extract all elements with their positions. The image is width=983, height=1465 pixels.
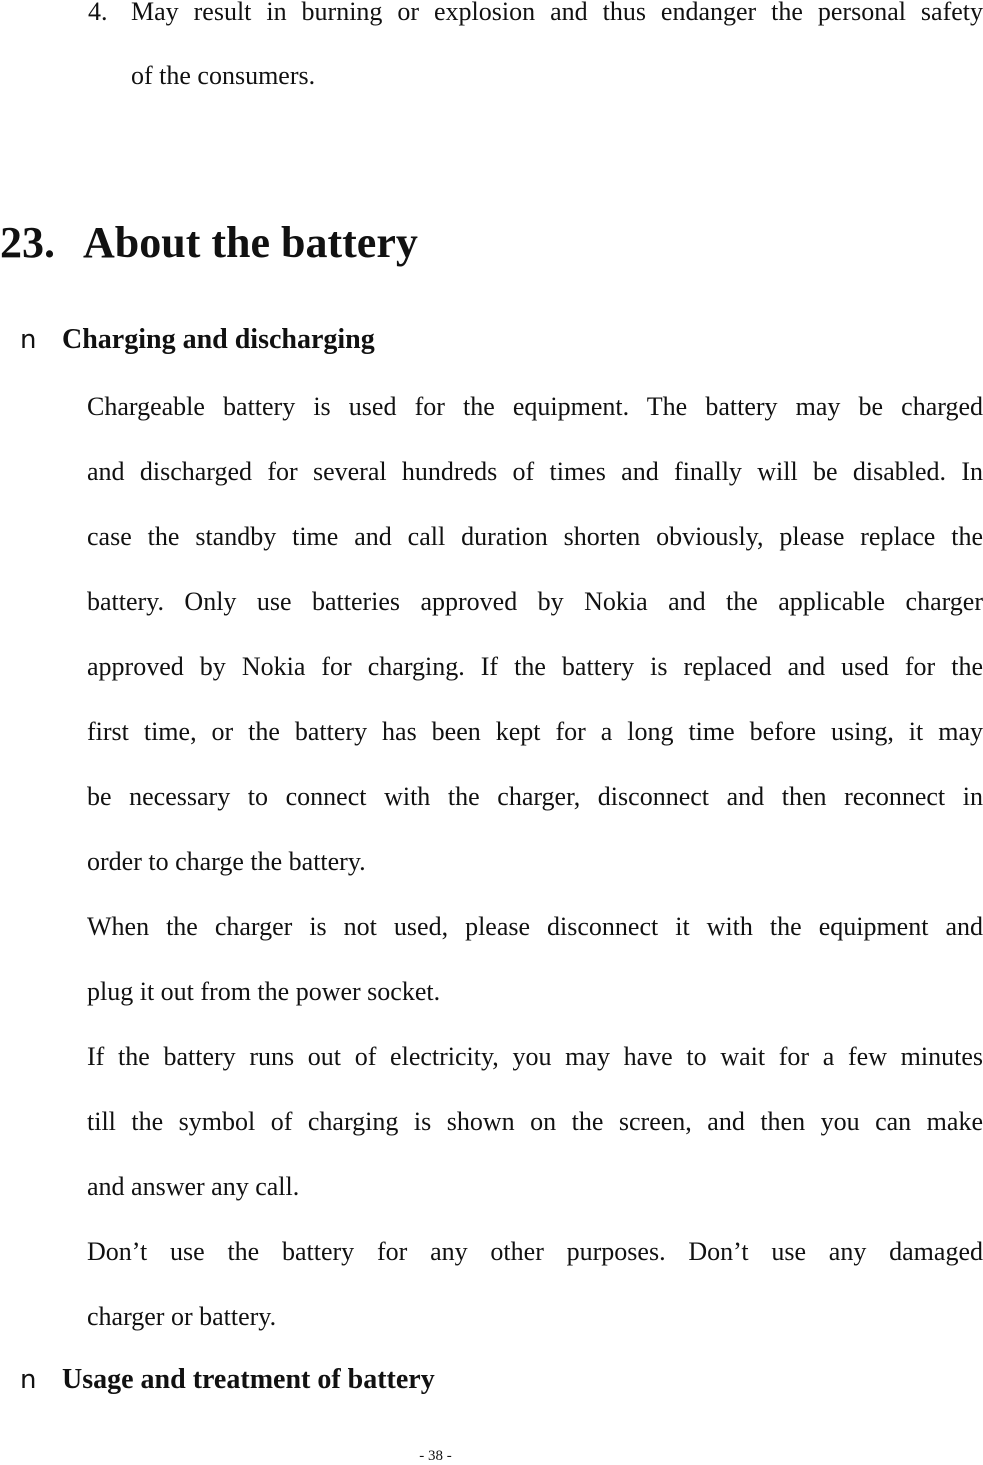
section-number: 23. [0, 218, 55, 267]
list-item-number: 4. [88, 0, 108, 26]
subsection-title: Usage and treatment of battery [62, 1364, 435, 1395]
paragraph-line: Chargeable battery is used for the equipment. The battery may be charged [87, 392, 983, 421]
paragraph-line: If the battery runs out of electricity, you may have to wait for a few minutes [87, 1042, 983, 1071]
paragraph-line: order to charge the battery. [87, 847, 366, 876]
page-number: - 38 - [419, 1448, 452, 1464]
paragraph-line: battery. Only use batteries approved by Nokia and the applicable charger [87, 587, 983, 616]
paragraph-line: Don’t use the battery for any other purposes. Don’t use any damaged [87, 1237, 983, 1266]
section-title: About the battery [83, 218, 418, 267]
paragraph-line: plug it out from the power socket. [87, 977, 441, 1006]
paragraph-line: and answer any call. [87, 1172, 300, 1201]
subsection-title: Charging and discharging [62, 324, 375, 355]
paragraph-line: and discharged for several hundreds of times and finally will be disabled. In [87, 457, 983, 486]
paragraph-line: till the symbol of charging is shown on the screen, and then you can make [87, 1107, 983, 1136]
paragraph-line: When the charger is not used, please disconnect it with the equipment and [87, 912, 983, 941]
paragraph-line: first time, or the battery has been kept for a long time before using, it may [87, 717, 983, 746]
paragraph-line: charger or battery. [87, 1302, 277, 1331]
paragraph-line: be necessary to connect with the charger, disconnect and then reconnect in [87, 782, 983, 811]
list-item-line: May result in burning or explosion and thus endanger the personal safety [131, 0, 983, 26]
bullet-marker: n [20, 1365, 37, 1395]
list-item-line: of the consumers. [131, 61, 316, 90]
paragraph-line: approved by Nokia for charging. If the battery is replaced and used for the [87, 652, 983, 681]
section-heading [0, 216, 418, 270]
bullet-marker: n [20, 325, 37, 355]
paragraph-line: case the standby time and call duration shorten obviously, please replace the [87, 522, 983, 551]
